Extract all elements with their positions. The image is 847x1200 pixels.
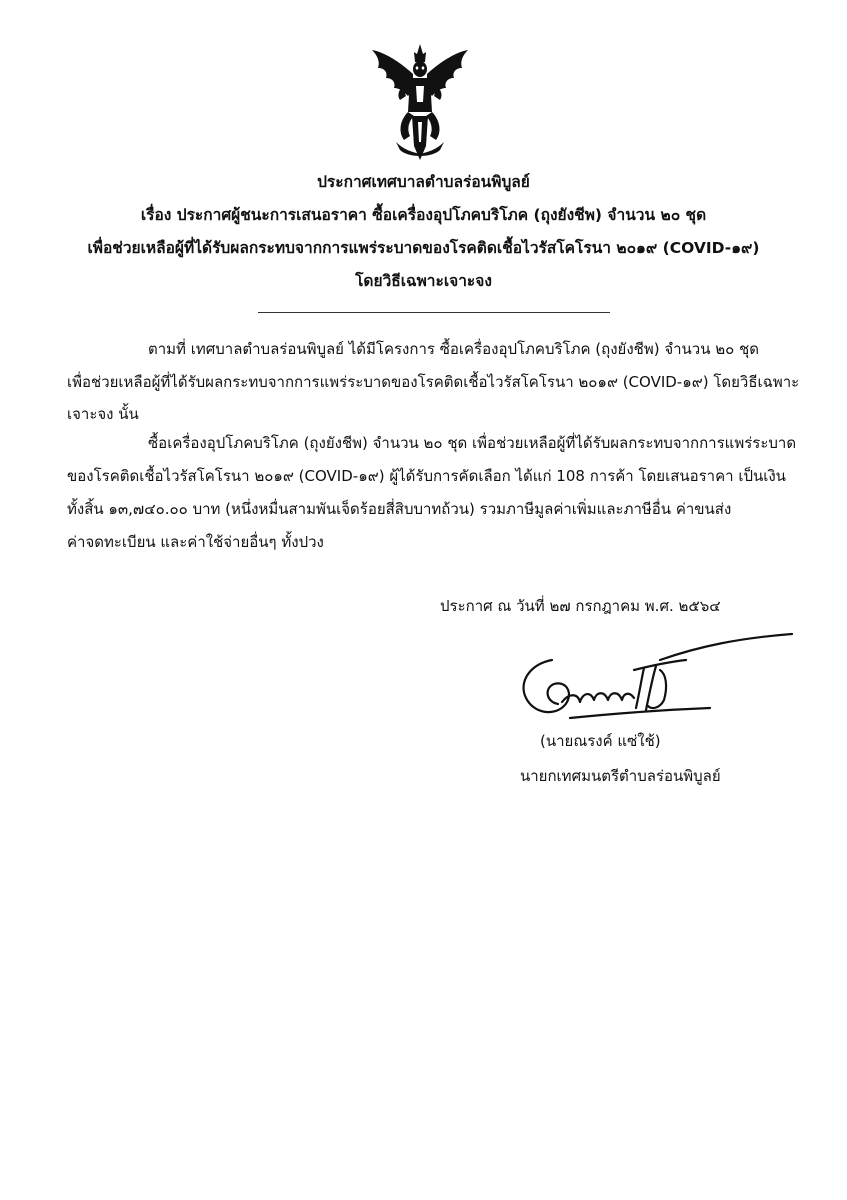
paragraph1-line2: เพื่อช่วยเหลือผู้ที่ได้รับผลกระทบจากการแพร่ระบาดของโรคติดเชื้อไวรัสโคโรนา ๒๐๑๙ (COVID-๑๙) โดยวิธีเฉพาะ [67, 373, 800, 391]
paragraph2-line2: ของโรคติดเชื้อไวรัสโคโรนา ๒๐๑๙ (COVID-๑๙) ผู้ได้รับการคัดเลือก ได้แก่ 108 การค้า โดยเสนอราคา เป็นเงิน [67, 467, 786, 485]
signer-name: (นายณรงค์ แซ่ใช้) [540, 732, 661, 750]
procurement-method: โดยวิธีเฉพาะเจาะจง [355, 272, 492, 290]
garuda-emblem-icon [370, 42, 470, 162]
paragraph2-line4: ค่าจดทะเบียน และค่าใช้จ่ายอื่นๆ ทั้งปวง [67, 533, 324, 551]
signer-title: นายกเทศมนตรีตำบลร่อนพิบูลย์ [520, 767, 721, 785]
document-subject-continued: เพื่อช่วยเหลือผู้ที่ได้รับผลกระทบจากการแพร่ระบาดของโรคติดเชื้อไวรัสโคโรนา ๒๐๑๙ (COVID-๑๙) [87, 239, 760, 257]
paragraph1-line1: ตามที่ เทศบาลตำบลร่อนพิบูลย์ ได้มีโครงการ ซื้อเครื่องอุปโภคบริโภค (ถุงยังชีพ) จำนวน ๒๐ ชุด [148, 340, 759, 358]
paragraph2-line1: ซื้อเครื่องอุปโภคบริโภค (ถุงยังชีพ) จำนวน ๒๐ ชุด เพื่อช่วยเหลือผู้ที่ได้รับผลกระทบจากการแพร่ระบาด [148, 434, 797, 452]
handwritten-signature [510, 630, 800, 730]
paragraph2-line3: ทั้งสิ้น ๑๓,๗๔๐.๐๐ บาท (หนึ่งหมื่นสามพันเจ็ดร้อยสี่สิบบาทถ้วน) รวมภาษีมูลค่าเพิ่มและภาษีอื่น ค่าขนส่ง [67, 500, 732, 518]
header-divider [258, 312, 610, 313]
document-subject: เรื่อง ประกาศผู้ชนะการเสนอราคา ซื้อเครื่องอุปโภคบริโภค (ถุงยังชีพ) จำนวน ๒๐ ชุด [140, 206, 707, 224]
announcement-date: ประกาศ ณ วันที่ ๒๗ กรกฎาคม พ.ศ. ๒๕๖๔ [440, 597, 721, 615]
paragraph1-line3: เจาะจง นั้น [67, 405, 139, 423]
document-issuer: ประกาศเทศบาลตำบลร่อนพิบูลย์ [317, 173, 530, 191]
